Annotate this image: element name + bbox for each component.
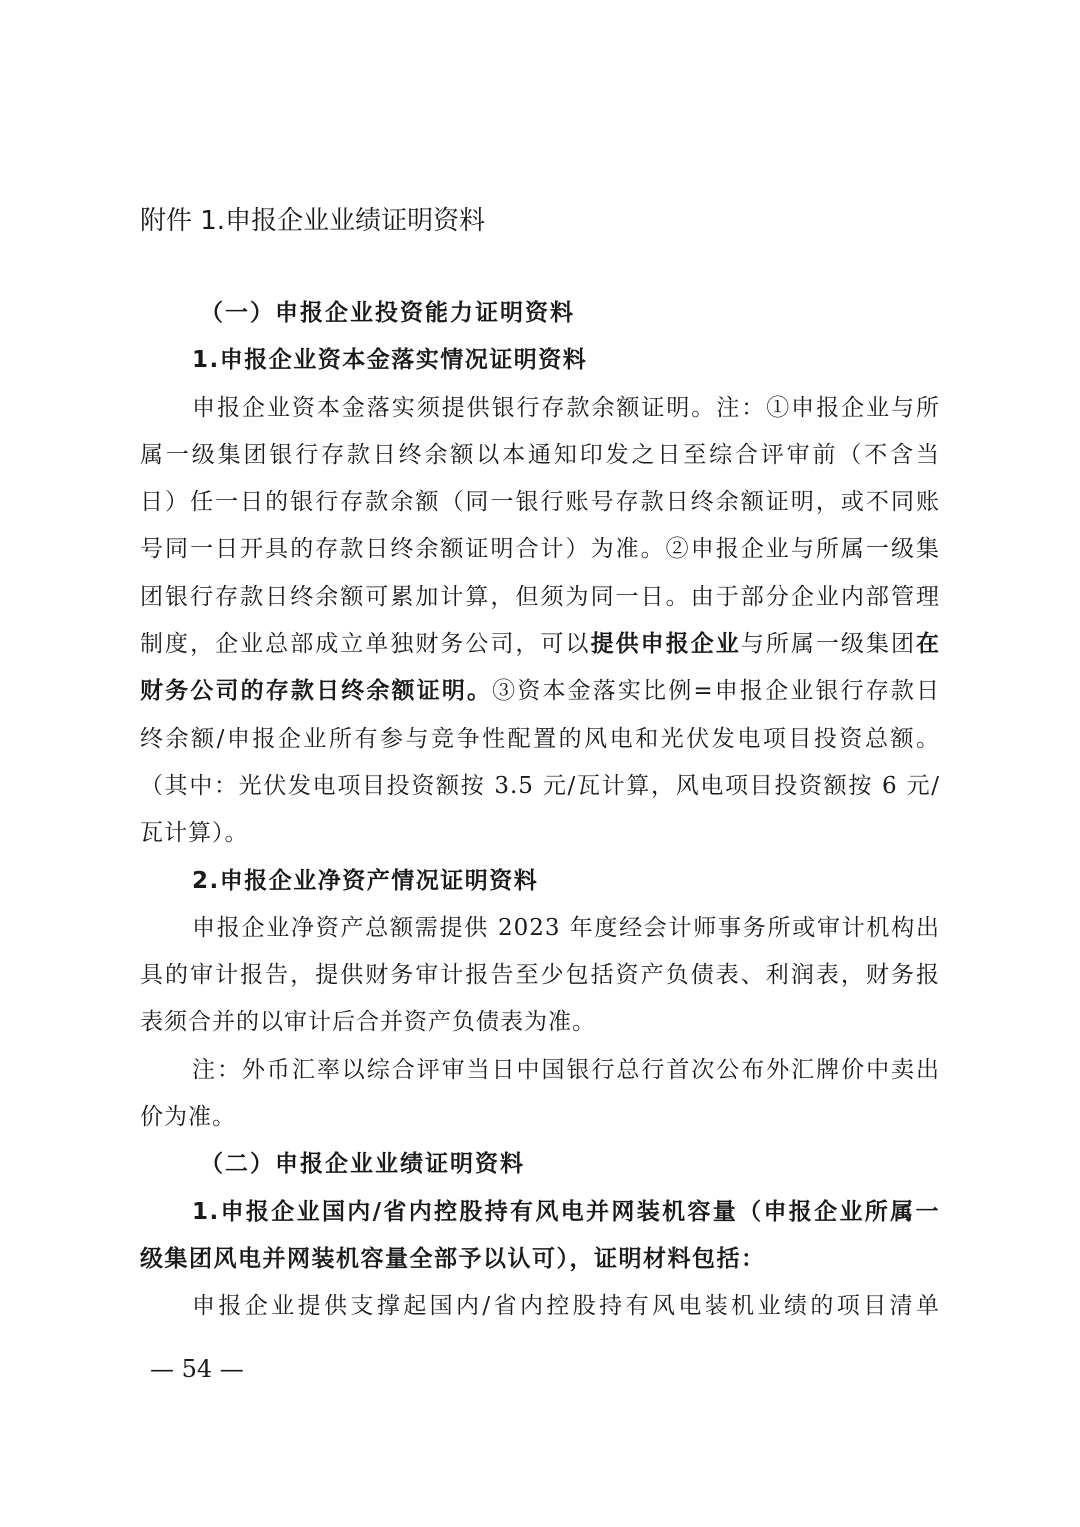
- document-body: [140, 290, 940, 1331]
- section2-heading: （二）申报企业业绩证明资料: [200, 1151, 525, 1178]
- paragraph-line: 团银行存款日终余额可累加计算，但须为同一日。由于部分企业内部管理: [140, 583, 940, 610]
- paragraph-line: 申报企业资本金落实须提供银行存款余额证明。注：①申报企业与所: [192, 394, 940, 421]
- paragraph-line-mixed: [140, 621, 940, 668]
- page-number: — 54 —: [150, 1355, 244, 1383]
- attachment-title: 附件 1.申报企业业绩证明资料: [140, 206, 486, 236]
- paragraph-line: 表须合并的以审计后合并资产负债表为准。: [140, 1009, 596, 1036]
- bold-text-span: 在: [916, 631, 941, 658]
- paragraph-line: 具的审计报告，提供财务审计报告至少包括资产负债表、利润表，财务报: [140, 962, 940, 989]
- section2-sub1-heading: 级集团风电并网装机容量全部予以认可），证明材料包括：: [140, 1245, 766, 1272]
- bold-text-span: 提供申报企业: [590, 631, 741, 658]
- text-span: ③资本金落实比例=申报企业银行存款日: [492, 678, 940, 705]
- section1-sub2-heading: 2.申报企业净资产情况证明资料: [192, 867, 539, 894]
- paragraph-line: 号同一日开具的存款日终余额证明合计）为准。②申报企业与所属一级集: [140, 536, 940, 563]
- paragraph-line-mixed: [140, 668, 940, 715]
- section1-heading: （一）申报企业投资能力证明资料: [200, 300, 575, 326]
- note-line: 价为准。: [140, 1104, 236, 1131]
- paragraph-line: 申报企业净资产总额需提供 2023 年度经会计师事务所或审计机构出: [192, 914, 940, 941]
- text-span: 制度，企业总部成立单独财务公司，可以: [140, 631, 591, 658]
- paragraph-line: 瓦计算）。: [140, 820, 249, 847]
- note-line: 注：外币汇率以综合评审当日中国银行总行首次公布外汇牌价中卖出: [192, 1056, 940, 1083]
- paragraph-line: 终余额/申报企业所有参与竞争性配置的风电和光伏发电项目投资总额。: [140, 725, 940, 752]
- paragraph-line: 属一级集团银行存款日终余额以本通知印发之日至综合评审前（不含当: [140, 441, 940, 468]
- section1-sub1-heading: 1.申报企业资本金落实情况证明资料: [192, 347, 588, 374]
- paragraph-line: （其中：光伏发电项目投资额按 3.5 元/瓦计算，风电项目投资额按 6 元/: [140, 772, 940, 799]
- text-span: 与所属一级集团: [740, 631, 917, 658]
- paragraph-line: 日）任一日的银行存款余额（同一银行账号存款日终余额证明，或不同账: [140, 489, 940, 516]
- paragraph-line: 申报企业提供支撑起国内/省内控股持有风电装机业绩的项目清单: [192, 1293, 940, 1320]
- section2-sub1-heading: 1.申报企业国内/省内控股持有风电并网装机容量（申报企业所属一: [192, 1198, 940, 1225]
- bold-text-span: 财务公司的存款日终余额证明。: [140, 678, 493, 705]
